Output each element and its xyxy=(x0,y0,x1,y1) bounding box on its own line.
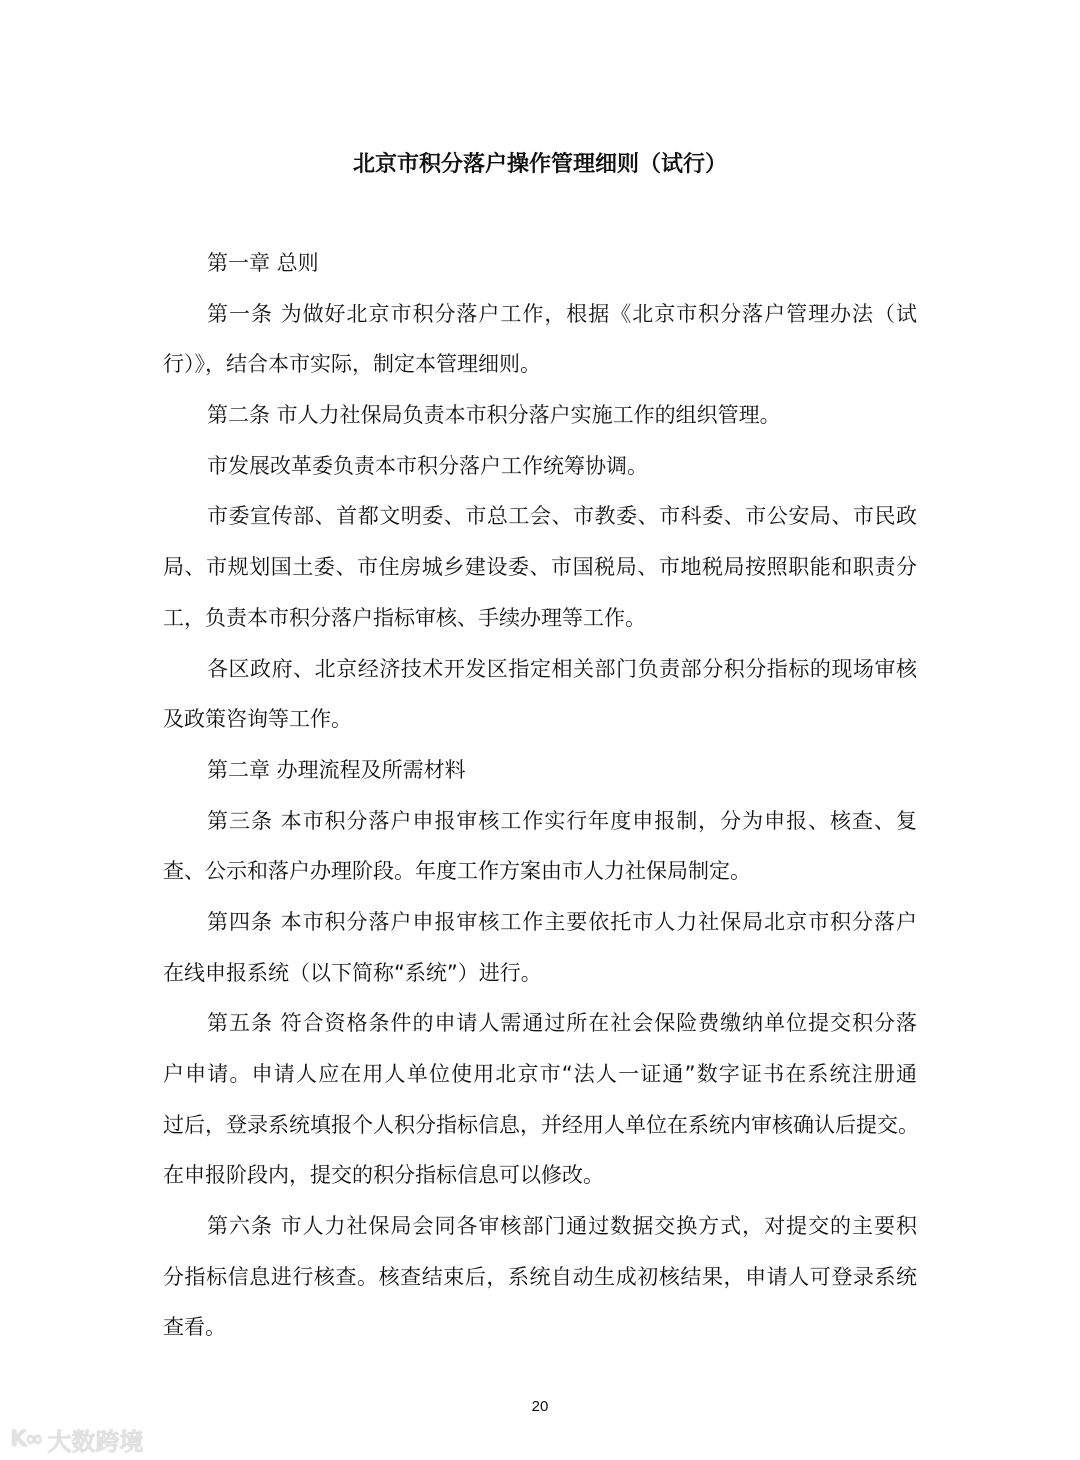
watermark xyxy=(10,1422,143,1457)
text-line: 过后，登录系统填报个人积分指标信息，并经用人单位在系统内审核确认后提交。 xyxy=(163,1112,919,1137)
text-line: 查、公示和落户办理阶段。年度工作方案由市人力社保局制定。 xyxy=(163,859,751,884)
text-line: 分指标信息进行核查。核查结束后，系统自动生成初核结果，申请人可登录系统 xyxy=(163,1264,917,1289)
text-line: 户申请。申请人应在用人单位使用北京市“法人一证通”数字证书在系统注册通 xyxy=(163,1062,917,1086)
text-line: 第二章 办理流程及所需材料 xyxy=(207,757,466,782)
text-line: 市委宣传部、首都文明委、市总工会、市教委、市科委、市公安局、市民政 xyxy=(207,504,917,529)
watermark-logo-icon: K∞ xyxy=(10,1427,42,1452)
text-line: 第一章 总则 xyxy=(207,251,319,275)
paragraph xyxy=(163,745,917,796)
text-line: 第一条 为做好北京市积分落户工作，根据《北京市积分落户管理办法（试 xyxy=(207,301,917,326)
text-line: 第六条 市人力社保局会同各审核部门通过数据交换方式，对提交的主要积 xyxy=(207,1214,917,1239)
document-title: 北京市积分落户操作管理细则（试行） xyxy=(352,152,727,177)
paragraph xyxy=(163,491,917,643)
paragraph xyxy=(163,796,917,897)
document-body xyxy=(163,238,917,1353)
paragraph xyxy=(163,441,917,492)
watermark-text: 大数跨境 xyxy=(47,1428,144,1456)
text-line: 第三条 本市积分落户申报审核工作实行年度申报制，分为申报、核查、复 xyxy=(207,808,917,833)
text-line: 查看。 xyxy=(163,1315,226,1340)
paragraph xyxy=(163,897,917,998)
text-line: 行）》，结合本市实际，制定本管理细则。 xyxy=(163,352,541,377)
text-line: 在线申报系统（以下简称“系统”）进行。 xyxy=(163,960,542,985)
text-line: 在申报阶段内，提交的积分指标信息可以修改。 xyxy=(163,1163,604,1188)
text-line: 第五条 符合资格条件的申请人需通过所在社会保险费缴纳单位提交积分落 xyxy=(207,1011,917,1036)
paragraph xyxy=(163,1201,917,1353)
text-line: 局、市规划国土委、市住房城乡建设委、市国税局、市地税局按照职能和职责分 xyxy=(163,555,917,580)
text-line: 各区政府、北京经济技术开发区指定相关部门负责部分积分指标的现场审核 xyxy=(207,656,917,681)
paragraph xyxy=(163,289,917,390)
paragraph xyxy=(163,998,917,1201)
paragraph xyxy=(163,644,917,745)
page-number: 20 xyxy=(531,1398,549,1415)
text-line: 工，负责本市积分落户指标审核、手续办理等工作。 xyxy=(163,605,646,630)
text-line: 市发展改革委负责本市积分落户工作统筹协调。 xyxy=(207,453,648,478)
text-line: 第二条 市人力社保局负责本市积分落户实施工作的组织管理。 xyxy=(207,403,781,428)
text-line: 第四条 本市积分落户申报审核工作主要依托市人力社保局北京市积分落户 xyxy=(207,909,917,934)
paragraph xyxy=(163,238,917,289)
text-line: 及政策咨询等工作。 xyxy=(163,707,352,732)
paragraph xyxy=(163,390,917,441)
